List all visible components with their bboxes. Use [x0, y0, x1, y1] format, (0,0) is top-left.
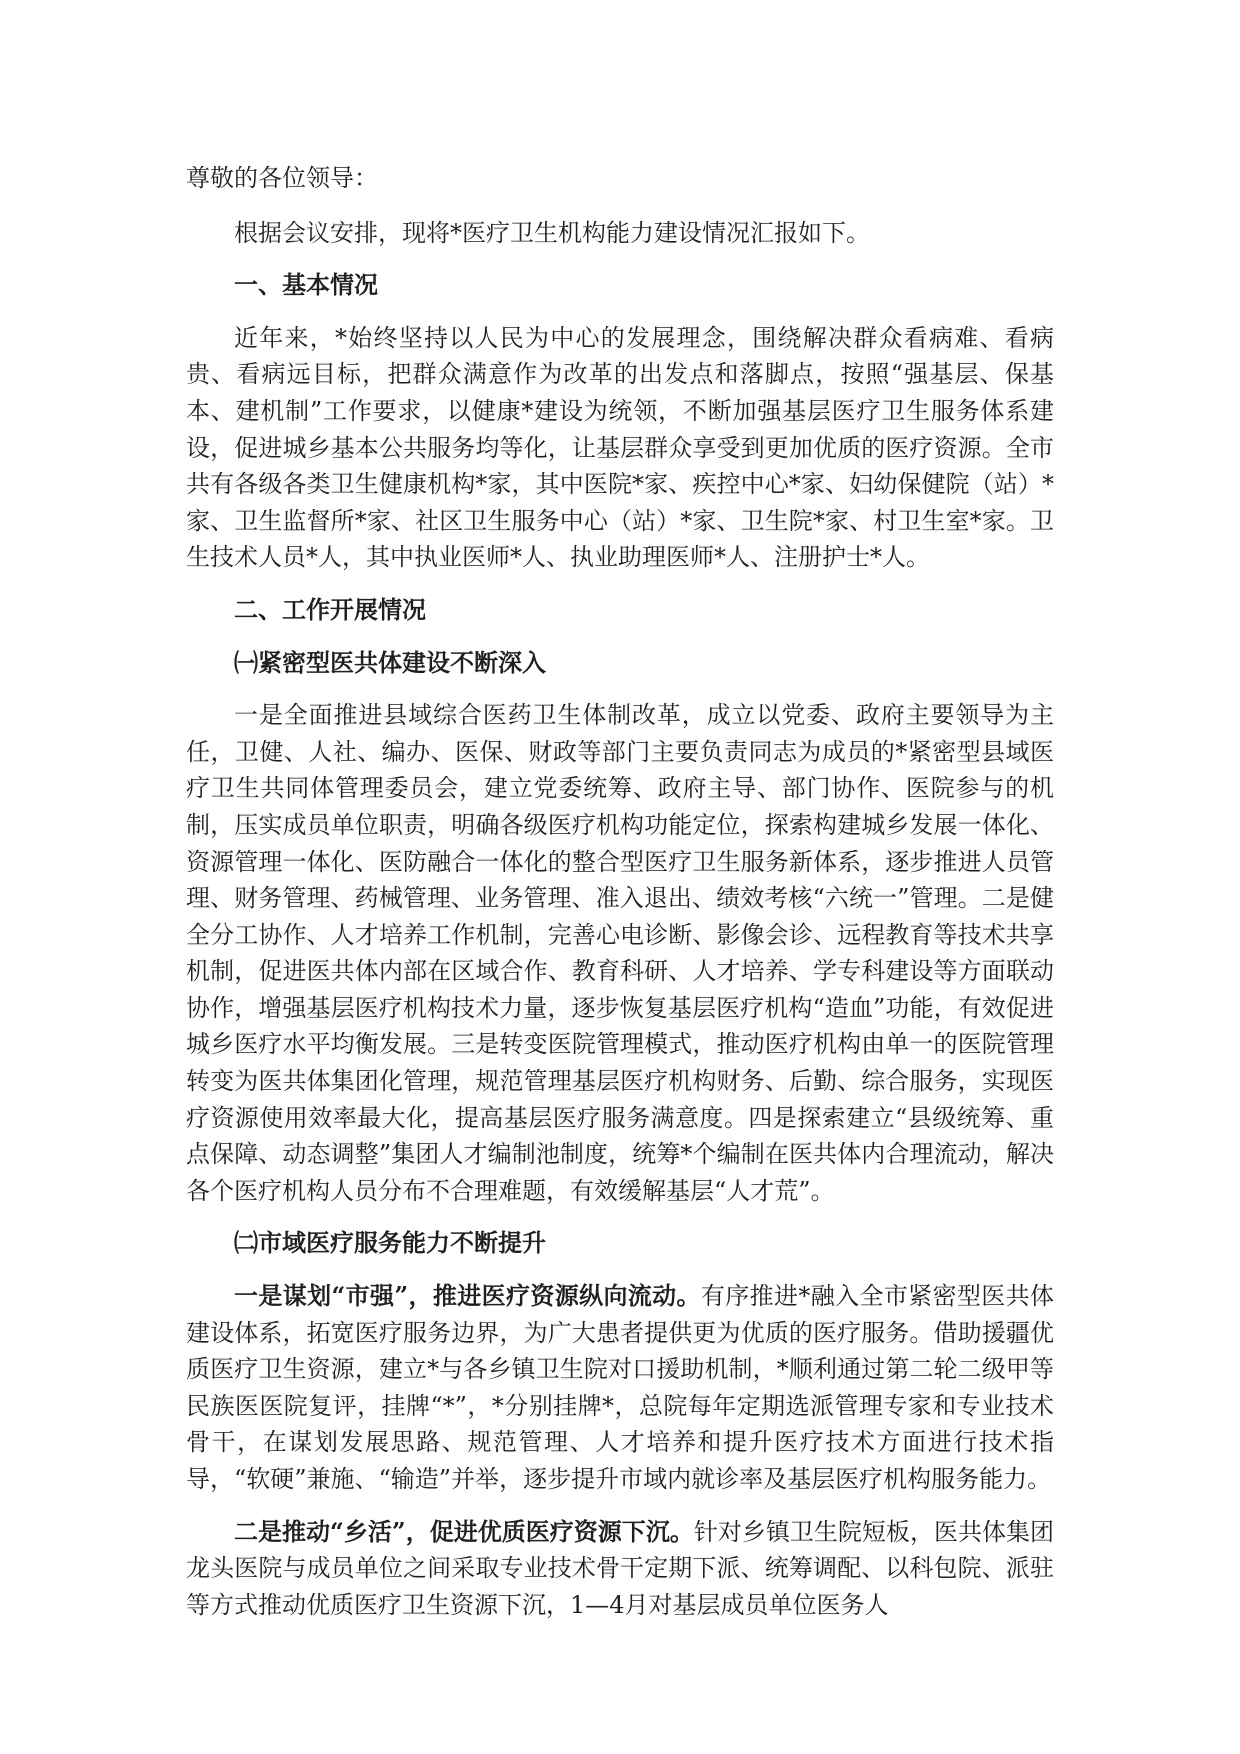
subsection-2-item-2 [186, 1514, 1054, 1624]
section-1-paragraph: 近年来，*始终坚持以人民为中心的发展理念，围绕解决群众看病难、看病贵、看病远目标，把群众满意作为改革的出发点和落脚点，按照“强基层、保基本、建机制”工作要求，以健康*建设为统领，不断加强基层医疗卫生服务体系建设，促进城乡基本公共服务均等化，让基层群众享受到更加优质的医疗资源。全市共有各级各类卫生健康机构*家，其中医院*家、疾控中心*家、妇幼保健院（站）*家、卫生监督所*家、社区卫生服务中心（站）*家、卫生院*家、村卫生室*家。卫生技术人员*人，其中执业医师*人、执业助理医师*人、注册护士*人。 [186, 323, 1054, 572]
item-1-text: 有序推进*融入全市紧密型医共体建设体系，拓宽医疗服务边界，为广大患者提供更为优质的医疗服务。借助援疆优质医疗卫生资源，建立*与各乡镇卫生院对口援助机制，*顺利通过第二轮二级甲等民族医医院复评，挂牌“*”，*分别挂牌*，总院每年定期选派管理专家和专业技术骨干，在谋划发展思路、规范管理、人才培养和提升医疗技术方面进行技术指导，“软硬”兼施、“输造”并举，逐步提升市域内就诊率及基层医疗机构服务能力。 [186, 1282, 1055, 1493]
subsection-2-item-1 [186, 1278, 1054, 1498]
subsection-1-heading: ㈠紧密型医共体建设不断深入 [234, 647, 546, 677]
intro-paragraph: 根据会议安排，现将*医疗卫生机构能力建设情况汇报如下。 [234, 218, 870, 247]
section-1-heading: 一、基本情况 [234, 270, 378, 300]
section-2-heading: 二、工作开展情况 [234, 594, 426, 624]
subsection-1-paragraph: 一是全面推进县域综合医药卫生体制改革，成立以党委、政府主要领导为主任，卫健、人社、编办、医保、财政等部门主要负责同志为成员的*紧密型县域医疗卫生共同体管理委员会，建立党委统筹、政府主导、部门协作、医院参与的机制，压实成员单位职责，明确各级医疗机构功能定位，探索构建城乡发展一体化、资源管理一体化、医防融合一体化的整合型医疗卫生服务新体系，逐步推进人员管理、财务管理、药械管理、业务管理、准入退出、绩效考核“六统一”管理。二是健全分工协作、人才培养工作机制，完善心电诊断、影像会诊、远程教育等技术共享机制，促进医共体内部在区域合作、教育科研、人才培养、学专科建设等方面联动协作，增强基层医疗机构技术力量，逐步恢复基层医疗机构“造血”功能，有效促进城乡医疗水平均衡发展。三是转变医院管理模式，推动医疗机构由单一的医院管理转变为医共体集团化管理，规范管理基层医疗机构财务、后勤、综合服务，实现医疗资源使用效率最大化，提高基层医疗服务满意度。四是探索建立“县级统筹、重点保障、动态调整”集团人才编制池制度，统筹*个编制在医共体内合理流动，解决各个医疗机构人员分布不合理难题，有效缓解基层“人才荒”。 [186, 701, 1054, 1205]
item-2-lead: 二是推动“乡活”，促进优质医疗资源下沉。 [234, 1516, 694, 1546]
item-1-lead: 一是谋划“市强”，推进医疗资源纵向流动。 [234, 1281, 701, 1311]
item-2-text: 针对乡镇卫生院短板，医共体集团龙头医院与成员单位之间采取专业技术骨干定期下派、统筹调配、以科包院、派驻等方式推动优质医疗卫生资源下沉，1—4月对基层成员单位医务人 [186, 1517, 1055, 1619]
subsection-2-heading: ㈡市域医疗服务能力不断提升 [234, 1228, 546, 1258]
salutation: 尊敬的各位领导： [186, 164, 378, 192]
